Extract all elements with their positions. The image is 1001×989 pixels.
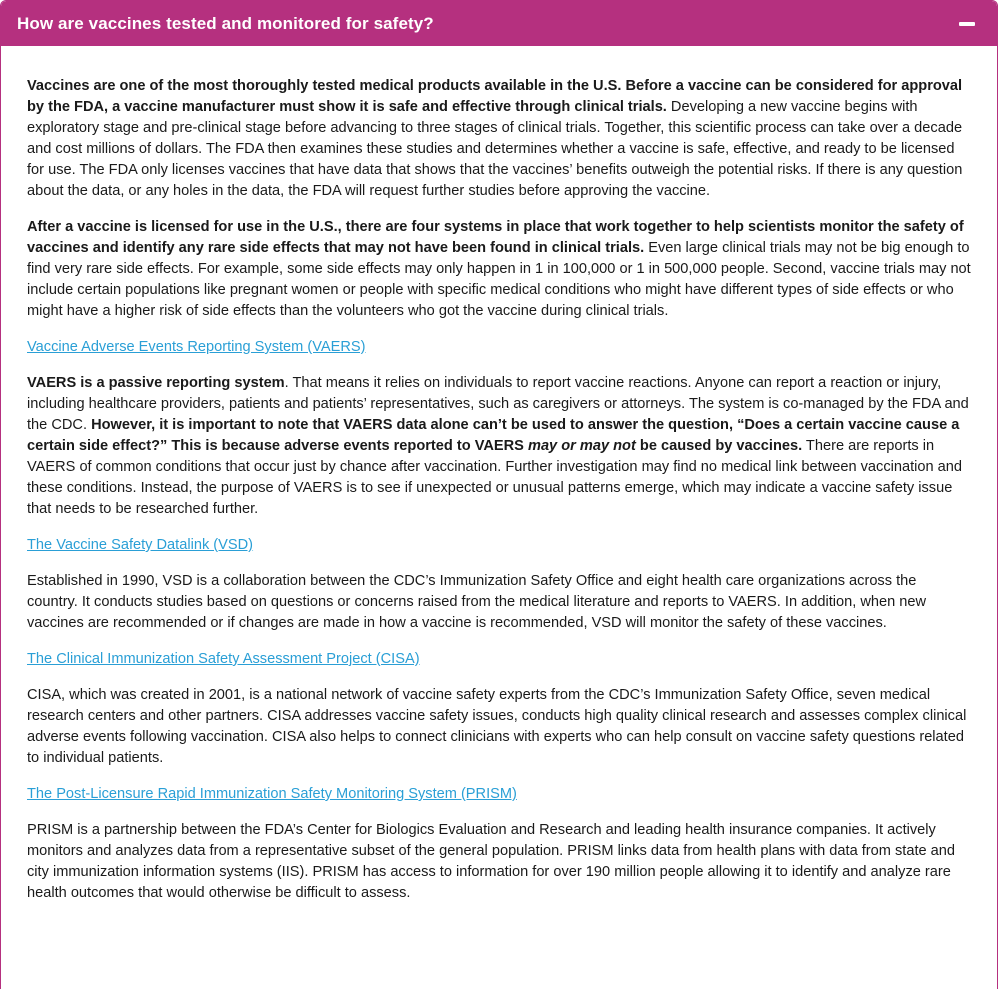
minus-icon[interactable]	[957, 14, 977, 34]
cisa-link[interactable]: The Clinical Immunization Safety Assessment Project (CISA)	[27, 651, 420, 667]
vaers-bold-2: However, it is important to note that VAERS data alone can’t be used to answer the question, “Does a certain vaccine cause a certain side effect?” This is because adverse events reported to VAERS	[27, 417, 960, 454]
vaers-bold-3: be caused by vaccines.	[635, 438, 803, 454]
cisa-link-row	[27, 649, 971, 670]
prism-link-row	[27, 784, 971, 805]
intro-bold-text: Vaccines are one of the most thoroughly tested medical products available in the U.S. Before a vaccine can be considered for approval by the FDA, a vaccine manufacturer must show it is safe and effective through clinical trials.	[27, 78, 963, 115]
prism-link[interactable]: The Post-Licensure Rapid Immunization Safety Monitoring System (PRISM)	[27, 786, 517, 802]
vsd-paragraph: Established in 1990, VSD is a collaboration between the CDC’s Immunization Safety Office and eight health care organizations across the country. It conducts studies based on questions or concerns raised from the medical literature and reports to VAERS. In addition, when new vaccines are recommended or if changes are made in how a vaccine is recommended, VSD will monitor the safety of these vaccines.	[27, 573, 927, 631]
vsd-link-row	[27, 535, 971, 556]
vaers-link-row	[27, 337, 971, 358]
vaers-italic: may or may not	[527, 438, 636, 454]
vaers-paragraph	[27, 373, 971, 520]
vaers-text-2: There are reports in VAERS of common conditions that occur just by chance after vaccination. Further investigation may find no medical link between vaccination and these conditions. Instead, the purpose of VAERS is to see if unexpected or unusual patterns emerge, which may indicate a vaccine safety issue that needs to be researched further.	[27, 438, 963, 517]
accordion-body	[1, 46, 997, 904]
monitoring-paragraph	[27, 217, 971, 322]
vsd-link[interactable]: The Vaccine Safety Datalink (VSD)	[27, 537, 254, 553]
accordion-title[interactable]: How are vaccines tested and monitored for safety?	[17, 13, 434, 33]
vaers-link[interactable]: Vaccine Adverse Events Reporting System (VAERS)	[27, 339, 366, 355]
monitoring-bold-text: After a vaccine is licensed for use in the U.S., there are four systems in place that work together to help scientists monitor the safety of vaccines and identify any rare side effects that may not have been found in clinical trials.	[27, 219, 964, 256]
vaers-bold-1: VAERS is a passive reporting system	[27, 375, 285, 391]
cisa-paragraph: CISA, which was created in 2001, is a national network of vaccine safety experts from the CDC’s Immunization Safety Office, seven medical research centers and other partners. CISA addresses vaccine safety issues, conducts high quality clinical research and assesses complex clinical adverse events following vaccination. CISA also helps to connect clinicians with experts who can help consult on vaccine safety questions related to individual patients.	[27, 687, 967, 766]
prism-paragraph: PRISM is a partnership between the FDA’s Center for Biologics Evaluation and Research and leading health insurance companies. It actively monitors and analyzes data from a representative subset of the general population. PRISM links data from health plans with data from state and city immunization information systems (IIS). PRISM has access to information for over 190 million people allowing it to identify and analyze rare health outcomes that would otherwise be difficult to assess.	[27, 822, 956, 901]
intro-paragraph	[27, 76, 971, 202]
monitoring-text: Even large clinical trials may not be big enough to find very rare side effects. For example, some side effects may only happen in 1 in 100,000 or 1 in 500,000 people. Second, vaccine trials may not include certain populations like pregnant women or people with specific medical conditions who might have different types of side effects or who might have a higher risk of side effects than the volunteers who got the vaccine during clinical trials.	[27, 240, 971, 319]
accordion-header[interactable]	[1, 1, 997, 46]
intro-text: Developing a new vaccine begins with exploratory stage and pre-clinical stage before advancing to three stages of clinical trials. Together, this scientific process can take over a decade and cost millions of dollars. The FDA then examines these studies and determines whether a vaccine is safe, effective, and ready to be licensed for use. The FDA only licenses vaccines that have data that shows that the vaccines’ benefits outweigh the potential risks. If there is any question about the data, or any holes in the data, the FDA will request further studies before approving the vaccine.	[27, 99, 963, 199]
vaers-text-1: . That means it relies on individuals to report vaccine reactions. Anyone can report a reaction or injury, including healthcare providers, patients and patients’ representatives, such as caregivers or attorneys. The system is co-managed by the FDA and the CDC.	[27, 375, 969, 433]
